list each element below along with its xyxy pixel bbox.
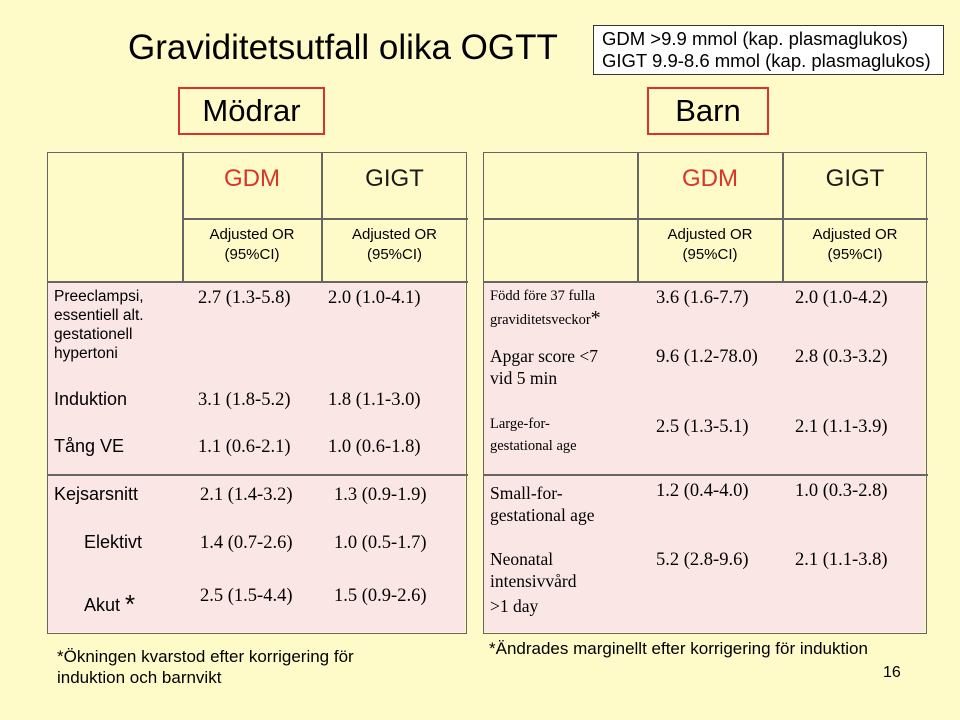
col-gigt-header: GIGT	[365, 165, 424, 192]
row-label-preterm: Född före 37 fulla graviditetsveckor*	[490, 288, 601, 329]
col-gigt-header-children: GIGT	[825, 165, 885, 192]
acute-asterisk: *	[125, 589, 136, 619]
mothers-heading: Mödrar	[178, 87, 325, 135]
preeclampsia-gigt: 2.0 (1.0-4.1)	[328, 288, 421, 308]
col-gdm-subheader-children: Adjusted OR (95%CI)	[667, 226, 753, 263]
col-gigt-subheader-children: Adjusted OR (95%CI)	[812, 226, 898, 263]
induction-gigt: 1.8 (1.1-3.0)	[328, 390, 421, 410]
slide-title: Graviditetsutfall olika OGTT	[128, 28, 558, 67]
elective-gdm: 1.4 (0.7-2.6)	[200, 533, 293, 553]
nicu-gigt: 2.1 (1.1-3.8)	[795, 550, 888, 570]
row-label-lga: Large-for- gestational age	[490, 416, 577, 454]
legend-gigt: GIGT 9.9-8.6 mmol (kap. plasmaglukos)	[602, 50, 931, 71]
row-label-acute: Akut *	[84, 589, 136, 619]
lga-gigt: 2.1 (1.1-3.9)	[795, 417, 888, 437]
mothers-table	[47, 152, 467, 634]
preeclampsia-gdm: 2.7 (1.3-5.8)	[198, 288, 291, 308]
col-gdm-header: GDM	[224, 165, 280, 192]
legend-gdm: GDM >9.9 mmol (kap. plasmaglukos)	[602, 28, 908, 49]
row-label-cesarean: Kejsarsnitt	[54, 484, 139, 504]
row-label-nicu: Neonatal intensivvård >1 day	[490, 549, 577, 616]
row-label-induction: Induktion	[54, 389, 128, 409]
threshold-legend	[593, 25, 944, 75]
preterm-gdm: 3.6 (1.6-7.7)	[656, 288, 749, 308]
children-table	[483, 152, 927, 634]
col-gdm-header-children: GDM	[682, 165, 738, 192]
forceps-gigt: 1.0 (0.6-1.8)	[328, 437, 421, 457]
row-label-elective: Elektivt	[84, 532, 143, 552]
acute-gdm: 2.5 (1.5-4.4)	[200, 586, 293, 606]
row-label-forceps: Tång VE	[54, 436, 125, 456]
footnote-mothers: *Ökningen kvarstod efter korrigering för induktion och barnvikt	[57, 647, 354, 687]
page-number: 16	[883, 664, 901, 681]
sga-gdm: 1.2 (0.4-4.0)	[656, 481, 749, 501]
elective-gigt: 1.0 (0.5-1.7)	[334, 533, 427, 553]
col-gdm-subheader: Adjusted OR (95%CI)	[209, 226, 295, 263]
row-label-sga: Small-for- gestational age	[490, 483, 595, 525]
lga-gdm: 2.5 (1.3-5.1)	[656, 417, 749, 437]
nicu-gdm: 5.2 (2.8-9.6)	[656, 550, 749, 570]
preterm-gigt: 2.0 (1.0-4.2)	[795, 288, 888, 308]
footnote-children: *Ändrades marginellt efter korrigering för induktion	[489, 639, 868, 658]
col-gigt-subheader: Adjusted OR (95%CI)	[351, 226, 438, 263]
apgar-gigt: 2.8 (0.3-3.2)	[795, 347, 888, 367]
acute-gigt: 1.5 (0.9-2.6)	[334, 586, 427, 606]
apgar-gdm: 9.6 (1.2-78.0)	[656, 347, 758, 367]
children-heading: Barn	[647, 87, 769, 135]
preterm-asterisk: *	[590, 307, 601, 329]
row-label-apgar: Apgar score <7 vid 5 min	[490, 346, 599, 388]
induction-gdm: 3.1 (1.8-5.2)	[198, 390, 291, 410]
cesarean-gigt: 1.3 (0.9-1.9)	[334, 485, 427, 505]
forceps-gdm: 1.1 (0.6-2.1)	[198, 437, 291, 457]
sga-gigt: 1.0 (0.3-2.8)	[795, 481, 888, 501]
row-label-preeclampsia: Preeclampsi, essentiell alt. gestationell hypertoni	[54, 288, 144, 362]
cesarean-gdm: 2.1 (1.4-3.2)	[200, 485, 293, 505]
